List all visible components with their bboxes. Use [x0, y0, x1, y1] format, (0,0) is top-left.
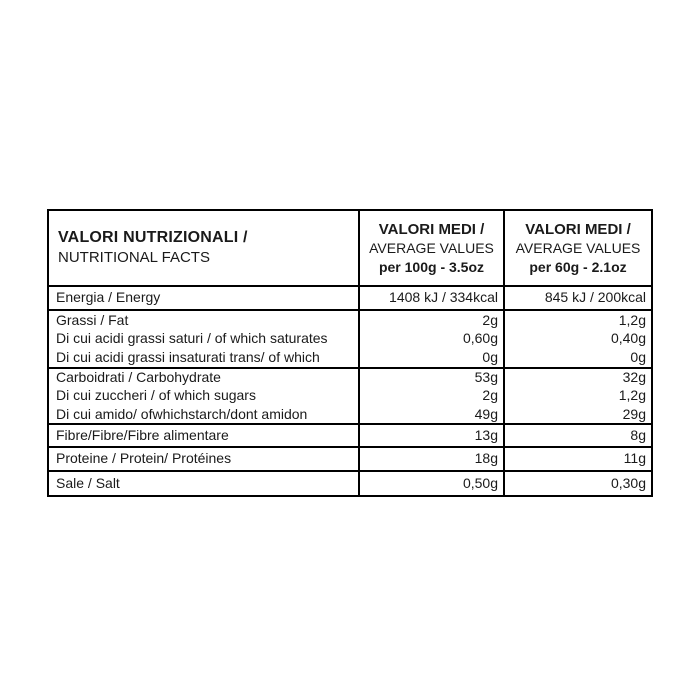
- value: 845 kJ / 200kcal: [544, 289, 646, 306]
- row-value-per-60g: [505, 472, 651, 495]
- row-value-per-100g: [360, 287, 505, 309]
- value: 8g: [630, 426, 646, 443]
- value: 53g: [474, 369, 498, 386]
- value: 1,2g: [618, 387, 646, 404]
- table-row-energy: [49, 287, 651, 311]
- value: 2g: [482, 387, 498, 404]
- value: 18g: [474, 450, 498, 467]
- row-value-per-60g: [505, 425, 651, 446]
- row-value-per-100g: [360, 369, 505, 423]
- row-value-per-60g: [505, 369, 651, 423]
- value: 11g: [623, 450, 646, 467]
- value: 0,30g: [610, 474, 646, 491]
- header-cell-per-100g: [360, 211, 505, 285]
- value: 0,40g: [610, 330, 646, 347]
- column-title: VALORI MEDI /: [378, 220, 485, 238]
- column-serving-size: per 60g - 2.1oz: [529, 258, 627, 275]
- row-value-per-100g: [360, 472, 505, 495]
- value: 32g: [622, 369, 646, 386]
- row-value-per-60g: [505, 287, 651, 309]
- row-value-per-100g: [360, 448, 505, 470]
- row-label-cell: [49, 287, 360, 309]
- value: 13g: [474, 426, 498, 443]
- row-value-per-60g: [505, 311, 651, 367]
- value: 0,50g: [462, 474, 498, 491]
- row-label-cell: [49, 425, 360, 446]
- row-label: Sale / Salt: [56, 474, 120, 491]
- row-value-per-100g: [360, 311, 505, 367]
- value: 0,60g: [462, 330, 498, 347]
- header-cell-nutritional-facts: [49, 211, 360, 285]
- row-label: Grassi / Fat: [56, 312, 129, 329]
- table-header-row: [49, 211, 651, 287]
- row-label: Fibre/Fibre/Fibre alimentare: [56, 426, 229, 443]
- row-label: Energia / Energy: [56, 289, 161, 306]
- value: 1,2g: [618, 312, 646, 329]
- column-subtitle: AVERAGE VALUES: [369, 239, 494, 256]
- table-row-protein: [49, 448, 651, 472]
- table-row-salt: [49, 472, 651, 495]
- table-row-fibre: [49, 425, 651, 448]
- row-label: Proteine / Protein/ Protéines: [56, 450, 232, 467]
- header-cell-per-60g: [505, 211, 651, 285]
- column-title: VALORI MEDI /: [525, 220, 631, 238]
- value: 2g: [482, 312, 498, 329]
- header-title-italian: VALORI NUTRIZIONALI /: [58, 229, 248, 246]
- row-sublabel: Di cui acidi grassi saturi / of which saturates: [56, 330, 328, 347]
- column-serving-size: per 100g - 3.5oz: [378, 258, 485, 275]
- header-title-english: NUTRITIONAL FACTS: [58, 249, 210, 266]
- row-sublabel: Di cui zuccheri / of which sugars: [56, 387, 256, 404]
- row-value-per-60g: [505, 448, 651, 470]
- row-sublabel: Di cui amido/ ofwhichstarch/dont amidon: [56, 405, 308, 422]
- table-row-carbohydrate: [49, 369, 651, 425]
- value: 29g: [622, 405, 646, 422]
- column-subtitle: AVERAGE VALUES: [515, 239, 641, 256]
- row-label-cell: [49, 369, 360, 423]
- value: 0g: [630, 348, 646, 365]
- value: 0g: [482, 348, 498, 365]
- row-sublabel: Di cui acidi grassi insaturati trans/ of which: [56, 348, 320, 365]
- table-row-fat: [49, 311, 651, 369]
- value: 1408 kJ / 334kcal: [389, 289, 498, 306]
- value: 49g: [474, 405, 498, 422]
- row-value-per-100g: [360, 425, 505, 446]
- row-label-cell: [49, 311, 360, 367]
- row-label: Carboidrati / Carbohydrate: [56, 369, 221, 386]
- row-label-cell: [49, 448, 360, 470]
- nutrition-facts-table: [47, 209, 653, 497]
- row-label-cell: [49, 472, 360, 495]
